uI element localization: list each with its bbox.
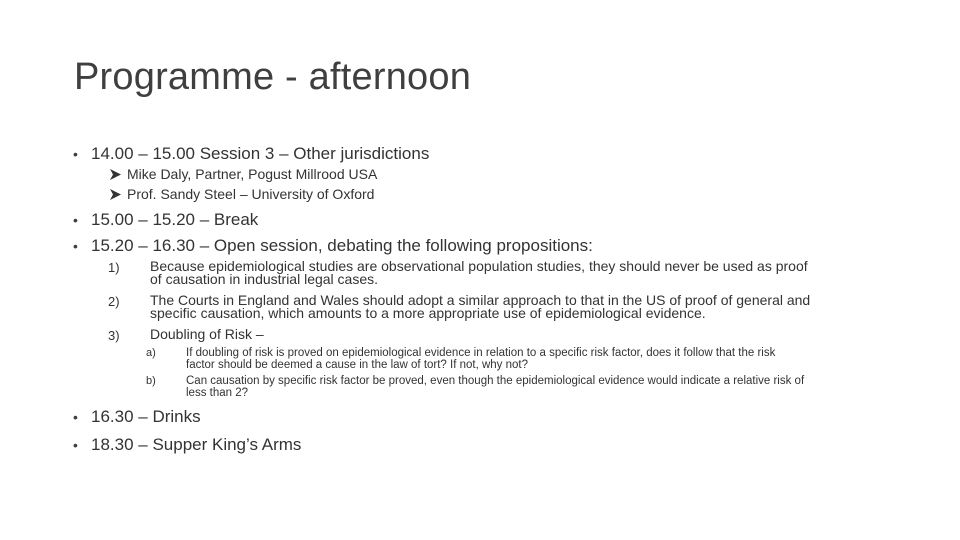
bullet-marker: • [73, 146, 78, 162]
numbered-marker: 1) [108, 260, 120, 275]
slide-title: Programme - afternoon [74, 56, 472, 98]
bullet-marker: • [73, 212, 78, 228]
bullet-open-session: 15.20 – 16.30 – Open session, debating the following propositions: [91, 236, 593, 255]
proposition-line: Because epidemiological studies are observational population studies, they should never be used as proof [150, 258, 808, 274]
proposition-line: of causation in industrial legal cases. [150, 271, 379, 287]
proposition-1 [150, 260, 808, 286]
sub-proposition-line: factor should be deemed a cause in the law of tort? If not, why not? [186, 359, 529, 371]
bullet-drinks: 16.30 – Drinks [91, 407, 201, 426]
proposition-line: specific causation, which amounts to a more appropriate use of epidemiological evidence. [150, 305, 706, 321]
bullet-session-3: 14.00 – 15.00 Session 3 – Other jurisdictions [91, 144, 430, 163]
sub-item-text: Mike Daly, Partner, Pogust Millrood USA [127, 166, 378, 182]
sub-proposition-line: If doubling of risk is proved on epidemiological evidence in relation to a specific risk factor, does it follow that the risk [186, 347, 776, 359]
bullet-marker: • [73, 238, 78, 254]
lettered-marker: a) [146, 347, 156, 359]
sub-item-mike-daly [110, 166, 377, 182]
bullet-marker: • [73, 409, 78, 425]
bullet-marker: • [73, 437, 78, 453]
sub-proposition-a [186, 347, 775, 371]
bullet-break: 15.00 – 15.20 – Break [91, 210, 259, 229]
proposition-3: Doubling of Risk – [150, 326, 264, 342]
bullet-supper: 18.30 – Supper King’s Arms [91, 435, 302, 454]
sub-item-sandy-steel [110, 186, 374, 202]
proposition-2 [150, 294, 810, 320]
numbered-marker: 3) [108, 328, 120, 343]
sub-proposition-line: Can causation by specific risk factor be proved, even though the epidemiological evidence would indicate a relative risk of [186, 375, 805, 387]
sub-proposition-b [186, 375, 804, 399]
sub-item-text: Prof. Sandy Steel – University of Oxford [127, 186, 375, 202]
sub-proposition-line: less than 2? [186, 387, 249, 399]
arrow-bullet-icon [110, 189, 121, 200]
numbered-marker: 2) [108, 294, 120, 309]
arrow-bullet-icon [110, 169, 121, 180]
lettered-marker: b) [146, 375, 156, 387]
proposition-line: The Courts in England and Wales should adopt a similar approach to that in the US of proof of general and [150, 292, 811, 308]
